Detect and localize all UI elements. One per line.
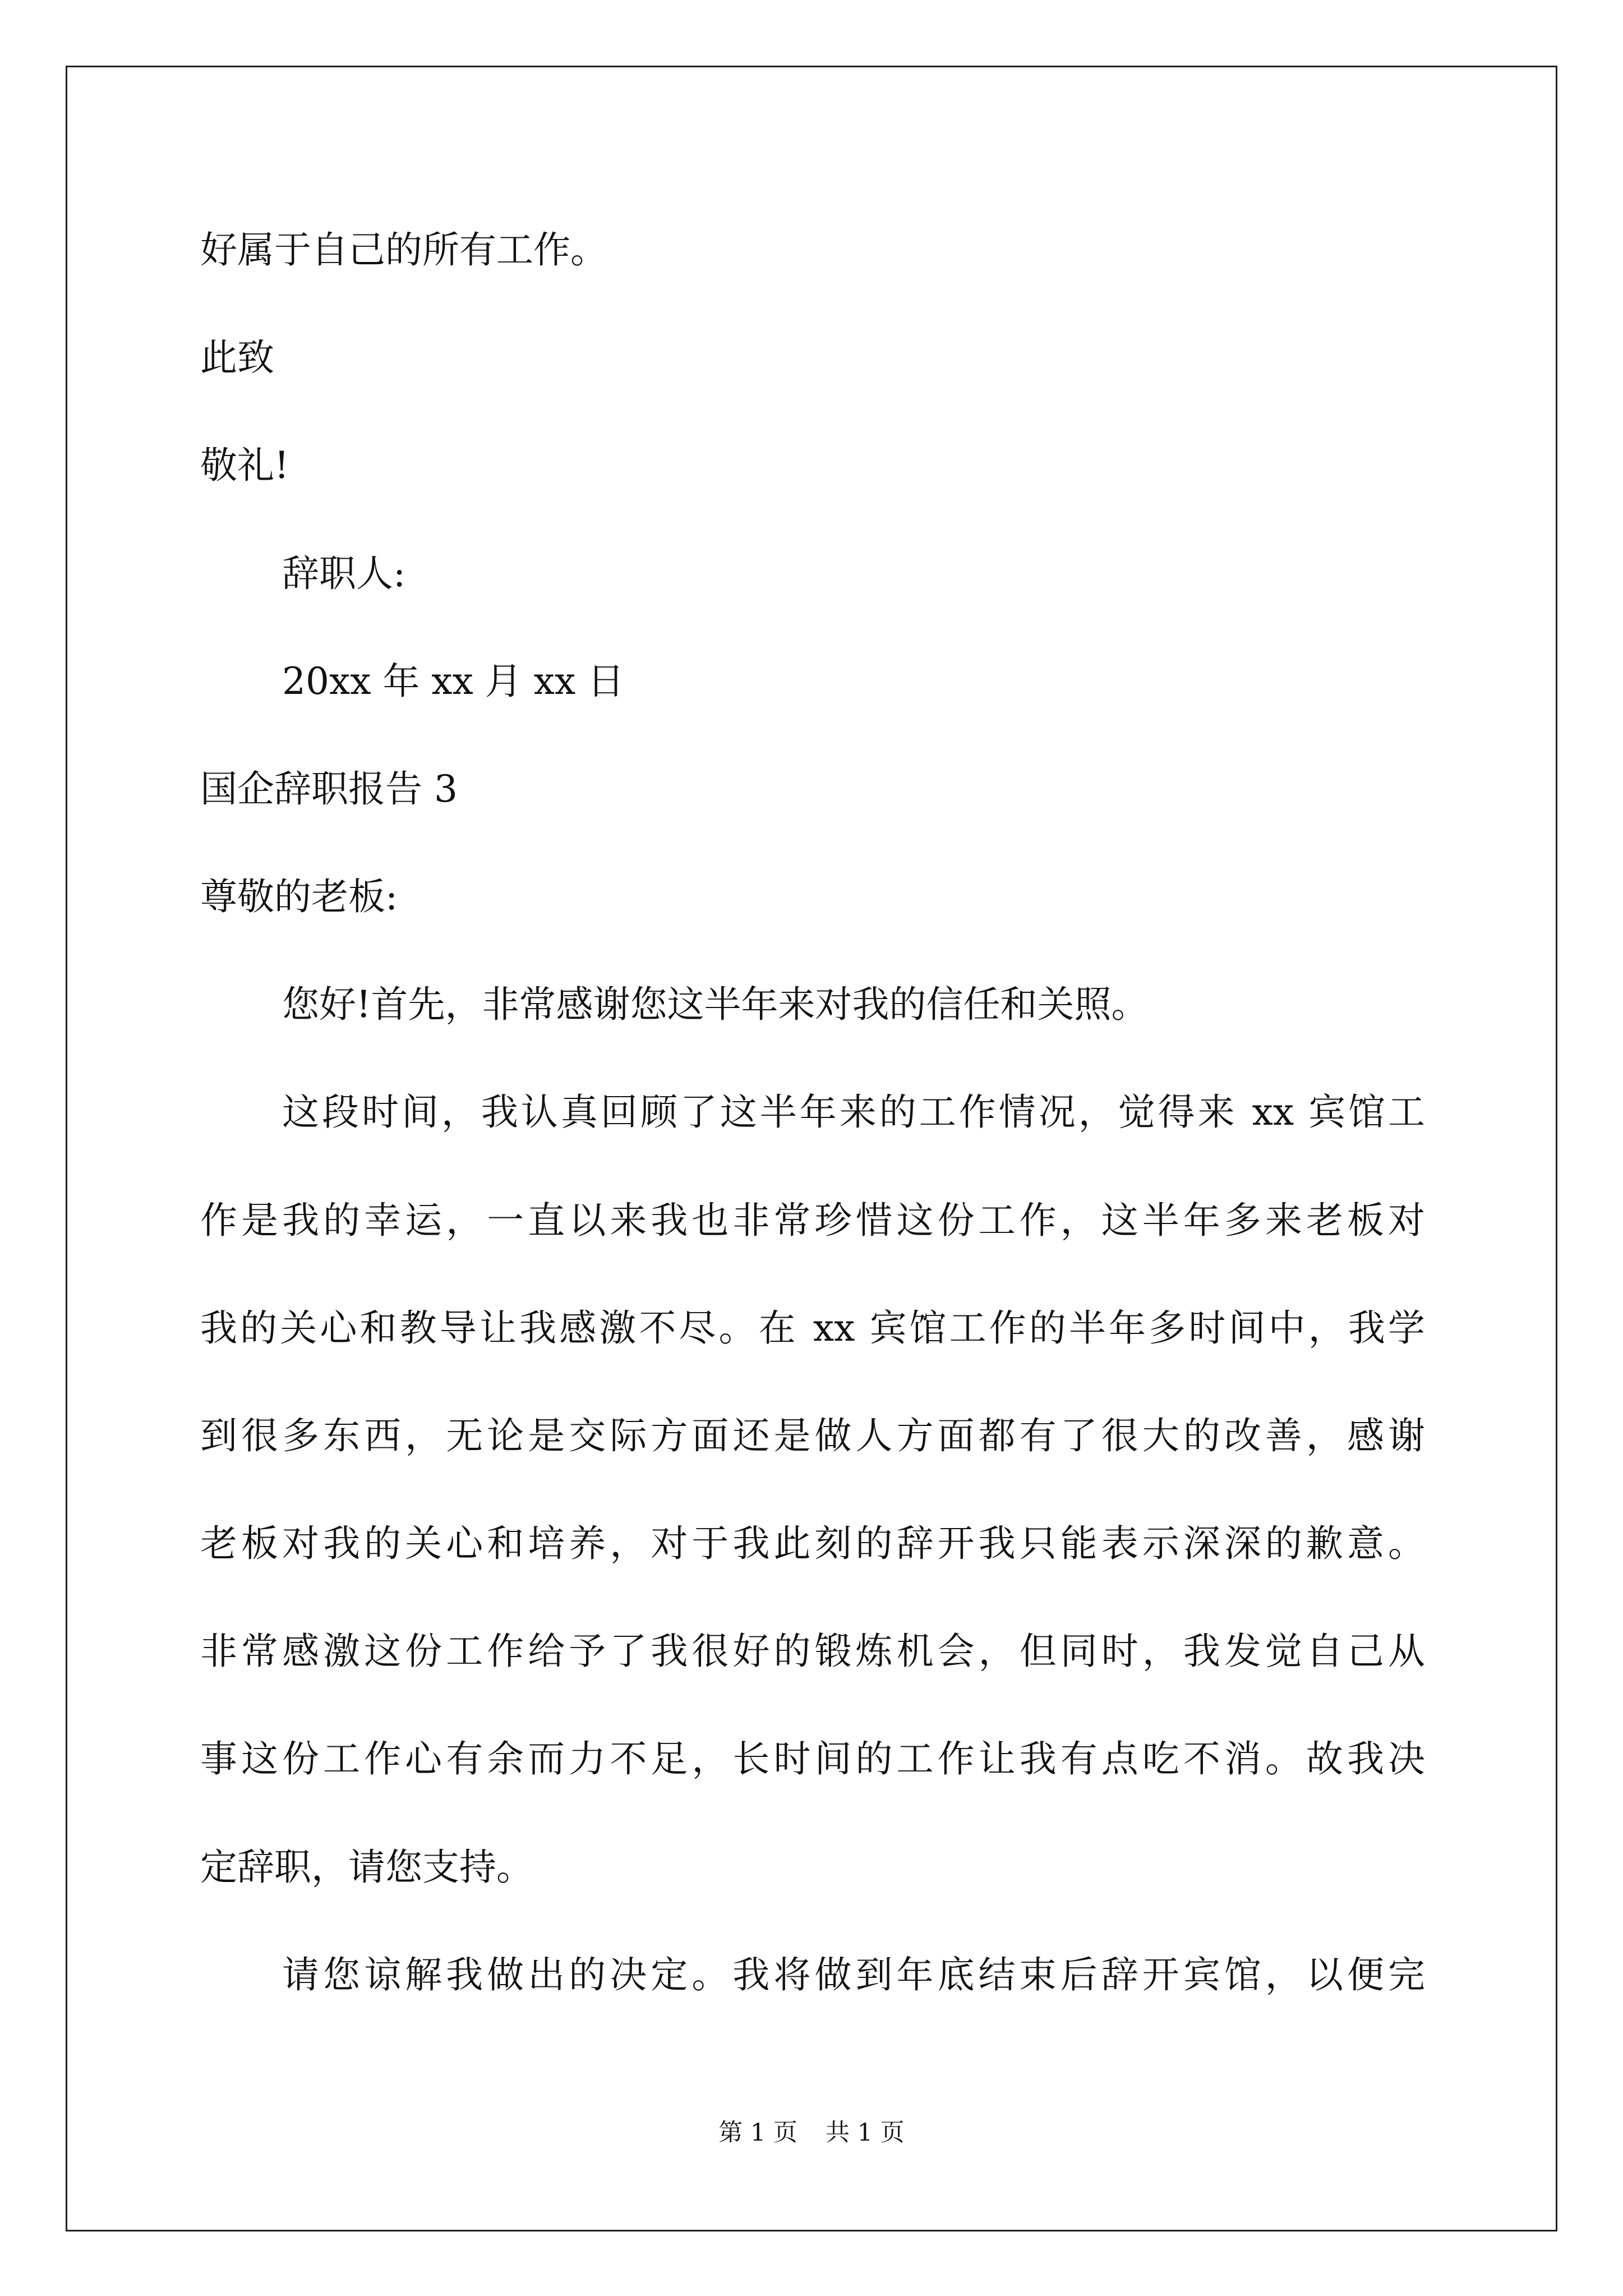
- text-line: 老板对我的关心和培养，对于我此刻的辞开我只能表示深深的歉意。: [200, 1522, 1425, 1565]
- page-total: 共 1 页: [826, 2119, 905, 2147]
- page-footer: [0, 2121, 1623, 2145]
- page-border: [66, 66, 1557, 2231]
- text-line: 此致: [200, 336, 274, 379]
- date-line: 20xx 年 xx 月 xx 日: [282, 660, 625, 703]
- text-line: 作是我的幸运，一直以来我也非常珍惜这份工作，这半年多来老板对: [200, 1199, 1425, 1242]
- text-line: 定辞职，请您支持。: [200, 1846, 533, 1889]
- text-line: 这段时间，我认真回顾了这半年来的工作情况，觉得来 xx 宾馆工: [282, 1091, 1425, 1134]
- section-title: 国企辞职报告 3: [200, 767, 458, 811]
- text-line: 请您谅解我做出的决定。我将做到年底结束后辞开宾馆，以便完: [282, 1953, 1425, 1996]
- text-line: 我的关心和教导让我感激不尽。在 xx 宾馆工作的半年多时间中，我学: [200, 1306, 1425, 1350]
- text-line: 您好!首先，非常感谢您这半年来对我的信任和关照。: [282, 983, 1149, 1026]
- text-line: 好属于自己的所有工作。: [200, 228, 607, 272]
- text-line: 非常感激这份工作给予了我很好的锻炼机会，但同时，我发觉自己从: [200, 1630, 1425, 1673]
- signatory-label: 辞职人:: [282, 552, 406, 595]
- salutation: 尊敬的老板:: [200, 875, 398, 918]
- text-line: 到很多东西，无论是交际方面还是做人方面都有了很大的改善，感谢: [200, 1414, 1425, 1457]
- text-line: 敬礼!: [200, 444, 289, 487]
- text-line: 事这份工作心有余而力不足，长时间的工作让我有点吃不消。故我决: [200, 1737, 1425, 1780]
- page-number: 第 1 页: [718, 2119, 797, 2147]
